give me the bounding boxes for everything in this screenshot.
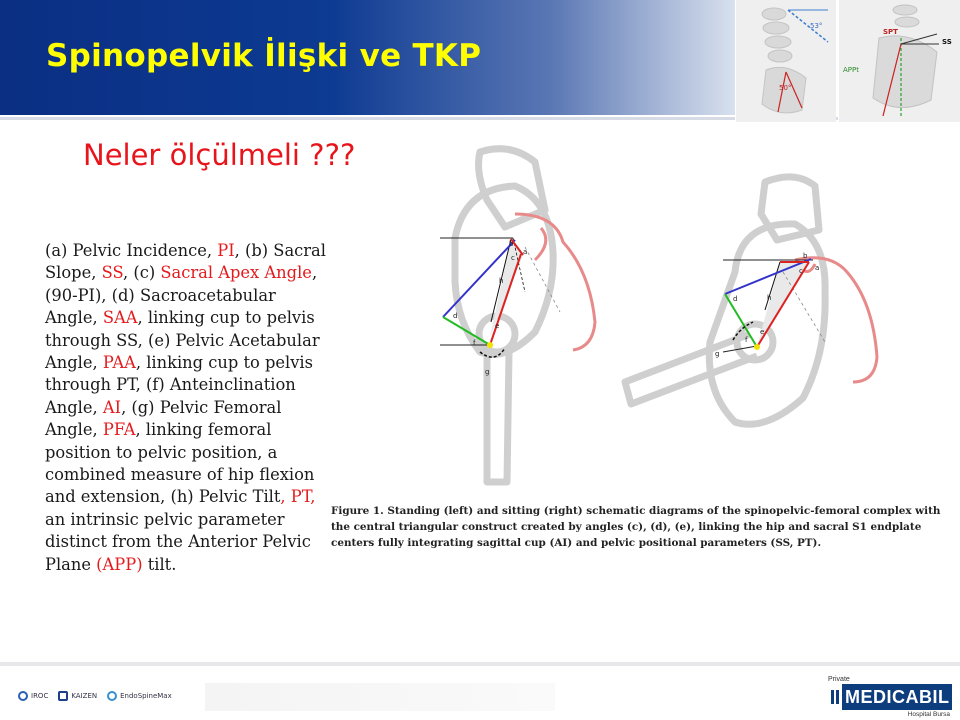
- figure-label-b-sitting: b: [803, 252, 808, 260]
- term-pt: , PT,: [280, 487, 316, 507]
- brand-box: [828, 684, 952, 710]
- brand-tagline: Private: [828, 676, 850, 683]
- partner-logo-label: EndoSpineMax: [120, 692, 172, 700]
- partner-logo-label: KAIZEN: [71, 692, 98, 700]
- text-segment: an intrinsic pelvic parameter distinct from the Anterior Pelvic Plane: [45, 509, 311, 574]
- figure-label-c-sitting: c: [799, 267, 803, 275]
- spine-xray-thumbnail-left: [735, 0, 836, 122]
- figure-label-e-sitting: e: [760, 328, 765, 336]
- thumb-label-spt: SPT: [883, 28, 898, 36]
- partner-logo-endospinemax: [107, 691, 172, 701]
- endospine-icon: [107, 691, 117, 701]
- figure-label-e: e: [495, 322, 500, 330]
- term-sacral-apex-angle: Sacral Apex Angle: [160, 263, 312, 283]
- sitting-diagram: [625, 177, 877, 424]
- text-segment: , (b) Sacral Slope,: [45, 241, 326, 283]
- text-segment: , (c): [123, 263, 161, 283]
- text-segment: , linking cup to pelvis through SS, (e) Pelvic Acetabular Angle,: [45, 308, 320, 373]
- figure-label-g-sitting: g: [715, 350, 720, 358]
- caption-label: Figure 1.: [331, 505, 384, 517]
- figure-label-h: h: [499, 277, 504, 285]
- text-segment: , linking femoral position to pelvic position, a combined measure of hip flexion and extension, (h) Pelvic Tilt: [45, 420, 315, 507]
- brand-location: Hospital Bursa: [907, 711, 950, 718]
- figure-label-c: c: [511, 254, 515, 262]
- hospital-logo: [824, 676, 956, 720]
- term-ss: SS: [101, 263, 124, 283]
- standing-diagram: [440, 149, 595, 482]
- footer-band: [205, 683, 555, 711]
- section-subtitle: Neler ölçülmeli ???: [83, 138, 356, 172]
- text-segment: , linking cup to pelvis through PT, (f) Anteinclination Angle,: [45, 353, 313, 417]
- iroc-icon: [18, 691, 28, 701]
- title-banner: [0, 0, 735, 115]
- text-segment: , (90-PI), (d) Sacroacetabular Angle,: [45, 263, 318, 328]
- partner-logo-label: IROC: [31, 692, 49, 700]
- partner-logos: [18, 683, 172, 709]
- figure-label-f: f: [473, 339, 476, 347]
- thumb-label-appt: APPt: [843, 66, 859, 74]
- spine-xray-thumbnail-right: [838, 0, 960, 122]
- term-pfa: PFA: [102, 420, 136, 440]
- parameter-description: [45, 240, 333, 576]
- partner-logo-kaizen: [58, 691, 97, 701]
- text-segment: tilt.: [142, 554, 177, 574]
- slide-title: Spinopelvik İlişki ve TKP: [46, 38, 482, 74]
- figure-label-g: g: [485, 368, 490, 376]
- figure-label-d-sitting: d: [733, 295, 738, 303]
- thumb-angle-top: 53°: [810, 22, 823, 30]
- figure-label-h-sitting: h: [767, 294, 772, 302]
- thumb-angle-bottom: 50°: [779, 84, 792, 92]
- figure-label-b: b: [509, 240, 514, 248]
- brand-name: MEDICABIL: [845, 686, 950, 707]
- figure-label-d: d: [453, 312, 458, 320]
- caption-text: Standing (left) and sitting (right) schematic diagrams of the spinopelvic-femoral complex with the central triangular construct created by angles (c), (d), (e), linking the hip and sacral S1 endplate centers fully integrating sagittal cup (AI) and pelvic positional parameters (SS, PT).: [331, 505, 941, 549]
- thumb-label-ss: SS: [942, 38, 952, 46]
- footer-divider: [0, 662, 960, 666]
- kaizen-icon: [58, 691, 68, 701]
- text-segment: , (g) Pelvic Femoral Angle,: [45, 397, 282, 440]
- term-ai: AI: [102, 397, 122, 417]
- figure-label-f-sitting: f: [745, 336, 748, 344]
- figure-caption: [331, 503, 946, 551]
- text-segment: (a) Pelvic Incidence,: [45, 241, 218, 260]
- term-pi: PI: [217, 241, 235, 260]
- term-app: (APP): [96, 554, 143, 574]
- figure-label-a-sitting: a: [815, 264, 820, 272]
- partner-logo-iroc: [18, 691, 48, 701]
- hospital-cross-icon: [828, 684, 842, 710]
- spinopelvic-figure: [435, 142, 950, 502]
- figure-label-a: a: [523, 248, 528, 256]
- term-paa: PAA: [102, 353, 136, 373]
- term-saa: SAA: [102, 308, 138, 328]
